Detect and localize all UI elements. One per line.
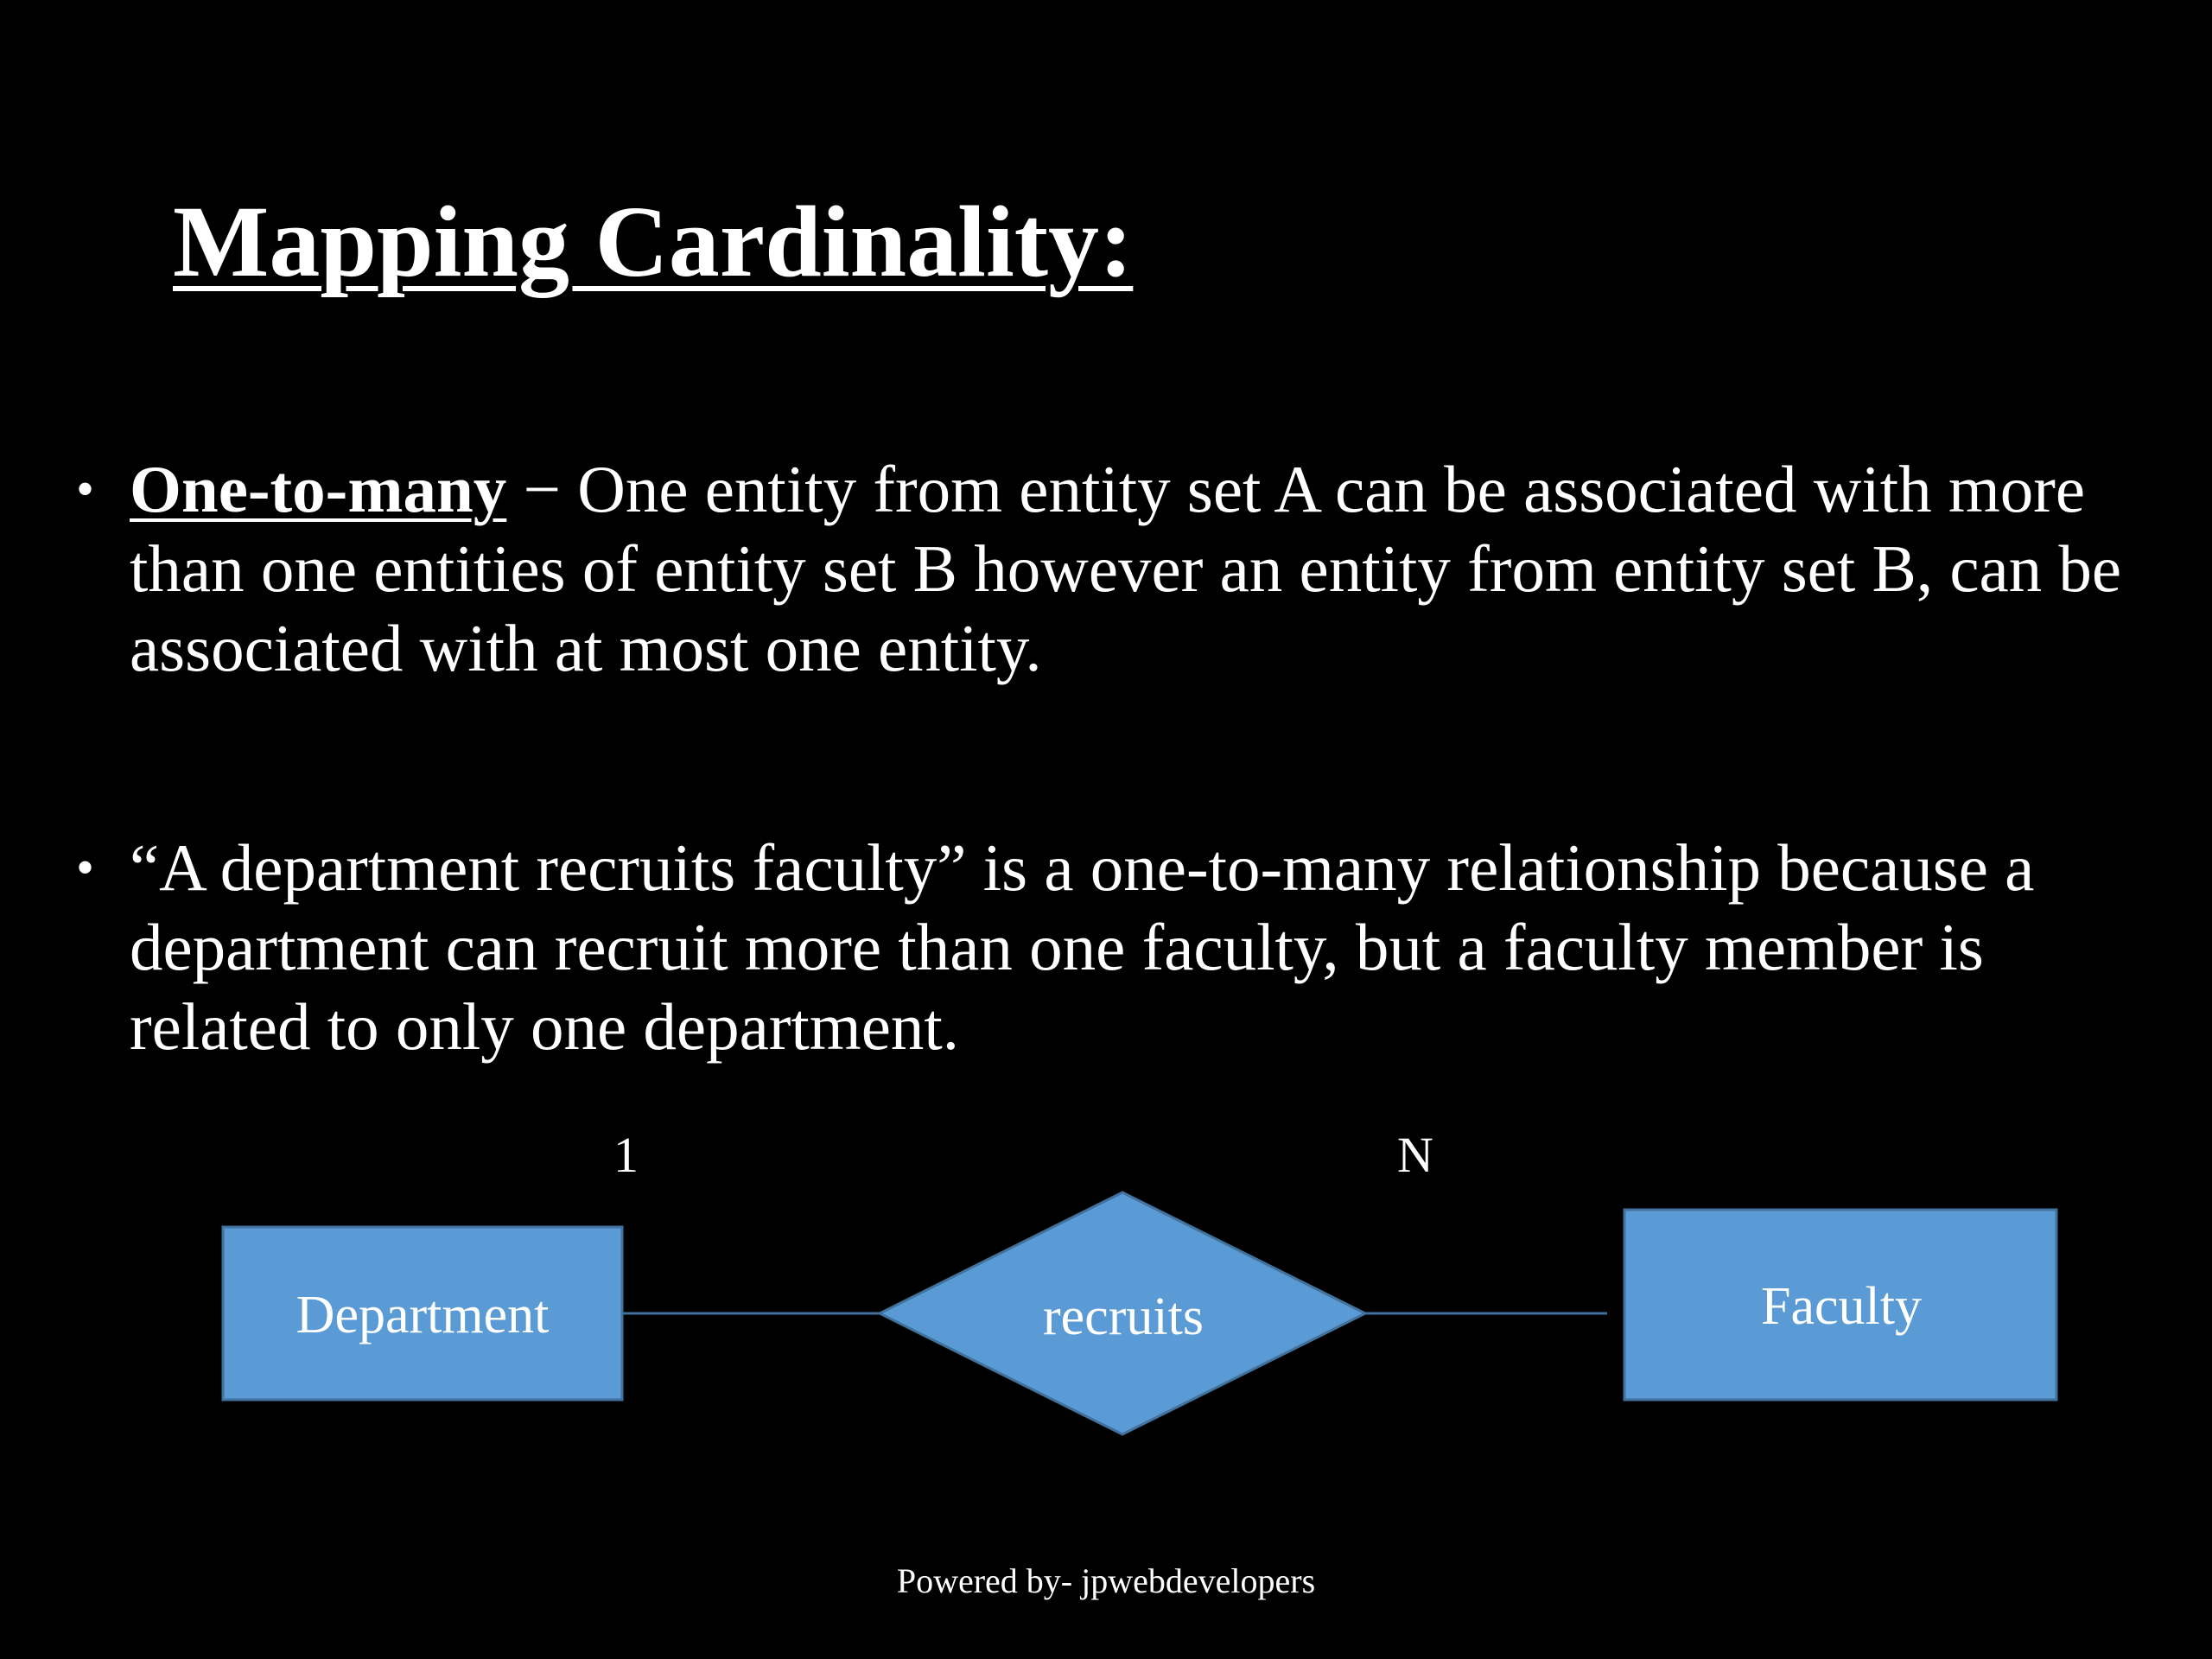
slide-title: Mapping Cardinality:: [173, 185, 1134, 298]
bullet-example: [76, 828, 2152, 1066]
bullet-one-to-many-text: − One entity from entity set A can be associated with more than one entities of entity set B however an entity from entity set B, can be associated with at most one entity.: [130, 452, 2122, 685]
footer-credit: Powered by- jpwebdevelopers: [896, 1561, 1316, 1600]
bullet-one-to-many: [76, 449, 2152, 688]
entity-faculty-label: Faculty: [1761, 1277, 1922, 1336]
cardinality-one: 1: [613, 1127, 639, 1183]
bullet-dot: •: [76, 839, 95, 896]
bullet-dot: •: [76, 461, 95, 518]
term-one-to-many: One-to-many: [130, 452, 507, 526]
bullet-example-text: “A department recruits faculty” is a one-to-many relationship because a department can recruit more than one faculty, but a faculty member is related to only one department.: [130, 830, 2035, 1064]
cardinality-many: N: [1397, 1127, 1433, 1183]
er-diagram: [0, 1106, 2212, 1469]
entity-department-label: Department: [296, 1286, 550, 1344]
relationship-recruits-label: recruits: [1043, 1287, 1204, 1346]
